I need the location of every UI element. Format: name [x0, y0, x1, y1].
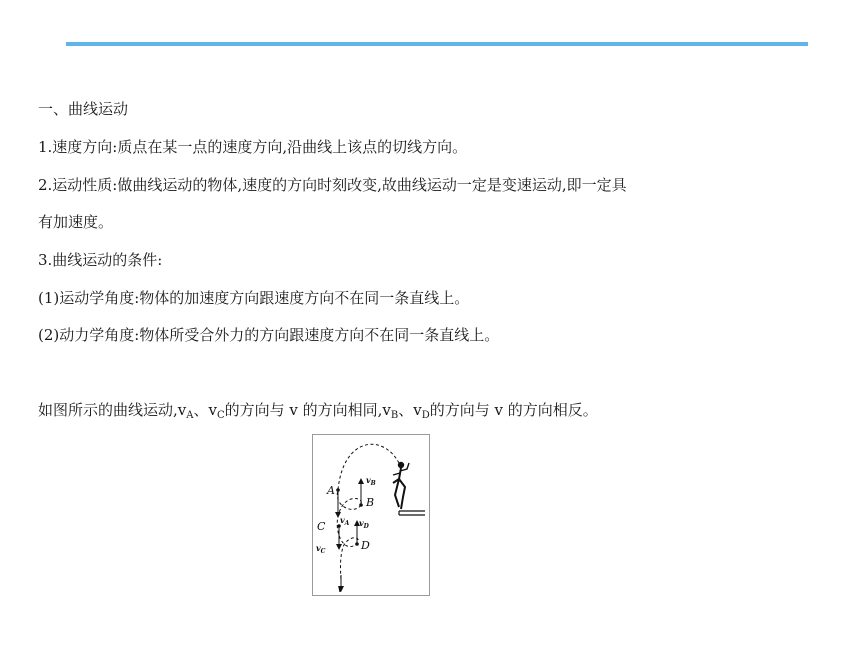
item-motion-nature-cont: 有加速度。: [38, 213, 114, 231]
item-motion-nature: 2.运动性质:做曲线运动的物体,速度的方向时刻改变,故曲线运动一定是变速运动,即一定具: [38, 176, 627, 194]
label-vA: $v_A$: [340, 515, 350, 527]
item-conditions-heading: 3.曲线运动的条件:: [38, 251, 163, 269]
caption-part-2: 、v: [193, 401, 217, 419]
caption-sub-a: A: [186, 410, 194, 421]
label-v: v: [338, 584, 343, 594]
item-dynamics: (2)动力学角度:物体所受合外力的方向跟速度方向不在同一条直线上。: [38, 326, 500, 344]
diving-board: [399, 511, 425, 515]
caption-sub-b: B: [390, 410, 399, 421]
trajectory-curve: [337, 444, 399, 583]
trajectory-diagram: [313, 435, 429, 595]
label-vD: $v_D$: [359, 518, 369, 530]
item-kinematics: (1)运动学角度:物体的加速度方向跟速度方向不在同一条直线上。: [38, 289, 470, 307]
label-a: A: [327, 484, 335, 497]
caption-part-3: 的方向与 v 的方向相同,v: [224, 401, 391, 419]
caption-part-1: 如图所示的曲线运动,v: [38, 401, 187, 419]
label-c: C: [317, 520, 326, 533]
label-vB: $v_B$: [366, 475, 376, 487]
diver-figure-icon: [393, 462, 409, 509]
figure-caption: [38, 400, 598, 423]
label-vC: $v_C$: [316, 543, 326, 555]
header-accent-bar: [66, 42, 808, 46]
caption-sub-d: D: [421, 410, 430, 421]
caption-sub-c: C: [216, 410, 225, 421]
item-velocity-direction: 1.速度方向:质点在某一点的速度方向,沿曲线上该点的切线方向。: [38, 138, 468, 156]
diving-trajectory-figure: [312, 434, 430, 596]
label-d: D: [361, 539, 370, 552]
caption-part-5: 的方向与 v 的方向相反。: [429, 401, 598, 419]
caption-part-4: 、v: [398, 401, 422, 419]
section-title: 一、曲线运动: [38, 100, 129, 118]
label-b: B: [366, 496, 375, 509]
